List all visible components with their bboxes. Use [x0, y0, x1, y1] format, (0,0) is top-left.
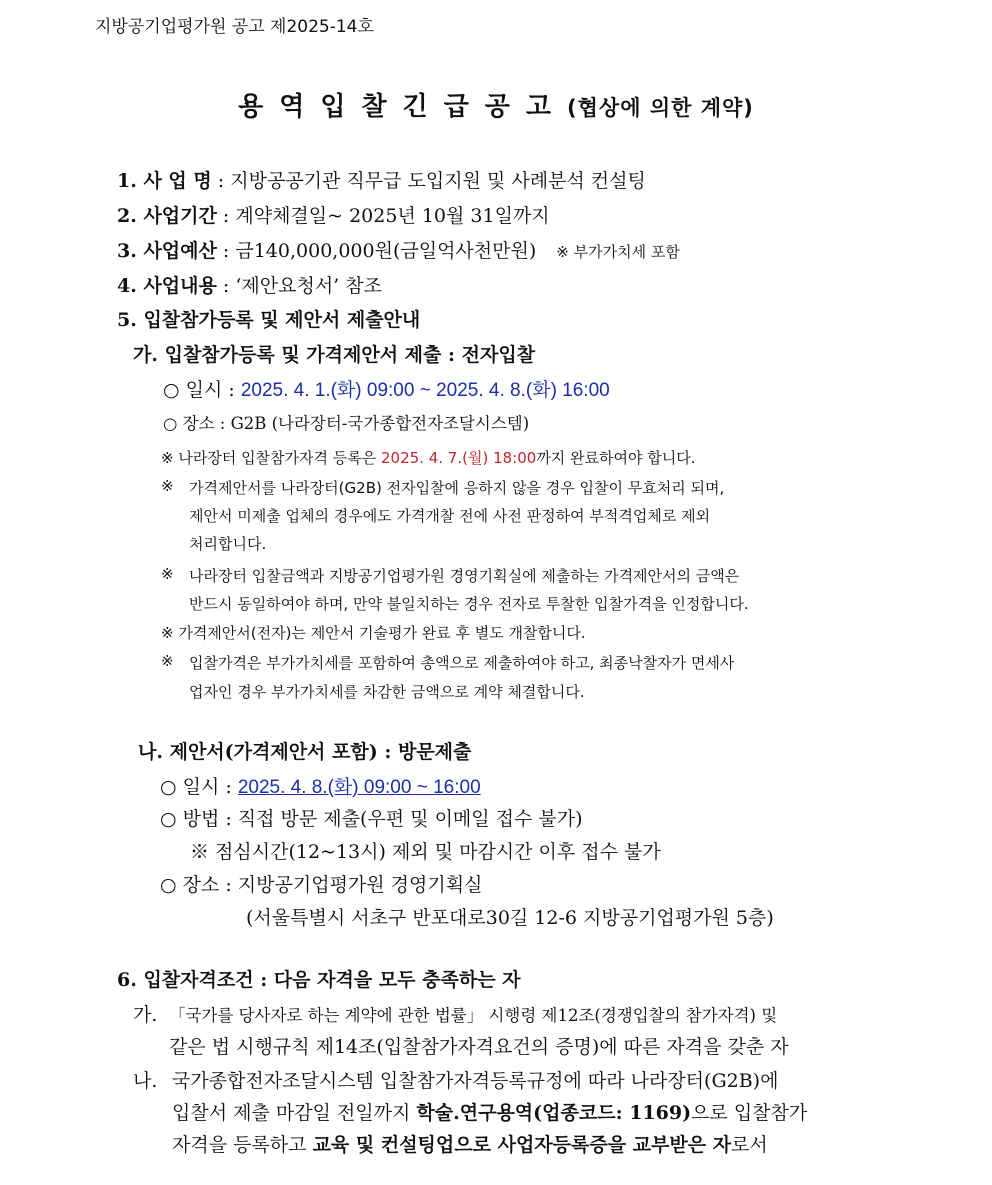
note-amount-match-line2: 반드시 동일하여야 하며, 만약 불일치하는 경우 전자로 투찰한 입찰가격을 인정합니다. — [189, 595, 749, 613]
item-project-content — [117, 271, 382, 298]
note-registration-deadline — [161, 447, 696, 468]
submission-method-note: ※ 점심시간(12~13시) 제외 및 마감시간 이후 접수 불가 — [190, 841, 661, 863]
date-value: 2025. 4. 8.(화) 09:00 ~ 16:00 — [237, 777, 481, 798]
qualification-b-line1: 국가종합전자조달시스템 입찰참가자격등록규정에 따라 나라장터(G2B)에 — [172, 1070, 779, 1092]
date-label: ○ 일시 : — [163, 379, 241, 401]
submission-place: ○ 장소 : 지방공기업평가원 경영기획실 — [160, 874, 483, 896]
text: 로서 — [731, 1134, 768, 1156]
bid-place: ○ 장소 : G2B (나라장터-국가종합전자조달시스템) — [163, 414, 530, 433]
deadline-date: 2025. 4. 7.(월) 18:00 — [381, 449, 537, 467]
note-marker: ※ — [161, 652, 174, 670]
subsection-5a-heading: 가. 입찰참가등록 및 가격제안서 제출 : 전자입찰 — [133, 344, 536, 366]
item-separator: : — [211, 170, 231, 192]
note-marker: ※ — [161, 565, 174, 583]
list-marker: 나. — [133, 1070, 158, 1092]
list-marker: 가. — [133, 1004, 158, 1026]
title-main: 용역입찰긴급공고 — [238, 92, 568, 122]
section-6-heading: 6. 입찰자격조건 : 다음 자격을 모두 충족하는 자 — [117, 969, 521, 991]
bid-registration-date — [163, 375, 610, 402]
qualification-a-line2: 같은 법 시행규칙 제14조(입찰참가자격요건의 증명)에 따른 자격을 갖춘 자 — [169, 1036, 789, 1058]
submission-method: ○ 방법 : 직접 방문 제출(우편 및 이메일 접수 불가) — [160, 808, 583, 830]
note-price-opening: ※ 가격제안서(전자)는 제안서 기술평가 완료 후 별도 개찰합니다. — [161, 624, 586, 642]
submission-address: (서울특별시 서초구 반포대로30길 12-6 지방공기업평가원 5층) — [246, 907, 774, 929]
text: 으로 입찰참가 — [691, 1102, 808, 1124]
section-5-heading: 5. 입찰참가등록 및 제안서 제출안내 — [117, 309, 421, 331]
item-value: 계약체결일~ 2025년 10월 31일까지 — [235, 205, 550, 227]
item-project-name — [117, 166, 646, 193]
qualification-b-line2 — [172, 1098, 807, 1125]
note-invalid-bid-line1: 가격제안서를 나라장터(G2B) 전자입찰에 응하지 않을 경우 입찰이 무효처리 되며, — [189, 479, 725, 497]
page-title — [0, 86, 992, 123]
text: 입찰서 제출 마감일 전일까지 — [172, 1102, 417, 1124]
note-text: 까지 완료하여야 합니다. — [536, 449, 696, 467]
item-separator: : — [216, 205, 236, 227]
item-project-period — [117, 201, 550, 228]
item-value: 지방공공기관 직무급 도입지원 및 사례분석 컨설팅 — [230, 170, 646, 192]
item-value: 금140,000,000원(금일억사천만원) — [235, 240, 537, 262]
vat-note: ※ 부가가치세 포함 — [556, 243, 680, 261]
subsection-5b-heading: 나. 제안서(가격제안서 포함) : 방문제출 — [138, 741, 472, 763]
note-marker: ※ — [161, 477, 174, 495]
note-invalid-bid-line3: 처리합니다. — [189, 535, 267, 553]
item-separator: : — [216, 240, 236, 262]
note-invalid-bid-line2: 제안서 미제출 업체의 경우에도 가격개찰 전에 사전 판정하여 부적격업체로 제외 — [189, 507, 711, 525]
business-registration-emphasis: 교육 및 컨설팅업으로 사업자등록증을 교부받은 자 — [312, 1134, 732, 1156]
item-separator: : — [216, 275, 236, 297]
note-amount-match-line1: 나라장터 입찰금액과 지방공기업평가원 경영기획실에 제출하는 가격제안서의 금액은 — [189, 567, 740, 585]
item-label: 4. 사업내용 — [117, 275, 217, 297]
item-label: 1. 사 업 명 — [117, 170, 212, 192]
note-vat-line2: 업자인 경우 부가가치세를 차감한 금액으로 계약 체결합니다. — [189, 683, 585, 701]
note-vat-line1: 입찰가격은 부가가치세를 포함하여 총액으로 제출하여야 하고, 최종낙찰자가 면세사 — [189, 654, 735, 672]
industry-code-emphasis: 학술.연구용역(업종코드: 1169) — [416, 1102, 692, 1124]
date-value: 2025. 4. 1.(화) 09:00 ~ 2025. 4. 8.(화) 16:00 — [240, 380, 610, 401]
title-sub: (협상에 의한 계약) — [567, 96, 754, 120]
item-label: 3. 사업예산 — [117, 240, 217, 262]
date-label: ○ 일시 : — [160, 776, 238, 798]
announcement-number: 지방공기업평가원 공고 제2025-14호 — [95, 17, 374, 37]
item-label: 2. 사업기간 — [117, 205, 217, 227]
item-value: ‘제안요청서’ 참조 — [235, 275, 382, 297]
note-text: ※ 나라장터 입찰참가자격 등록은 — [161, 449, 382, 467]
item-project-budget — [117, 236, 680, 263]
qualification-a-line1: 「국가를 당사자로 하는 계약에 관한 법률」 시행령 제12조(경쟁입찰의 참가자격) 및 — [169, 1006, 778, 1025]
proposal-submission-date — [160, 772, 481, 799]
qualification-b-line3 — [172, 1130, 768, 1157]
text: 자격을 등록하고 — [172, 1134, 313, 1156]
